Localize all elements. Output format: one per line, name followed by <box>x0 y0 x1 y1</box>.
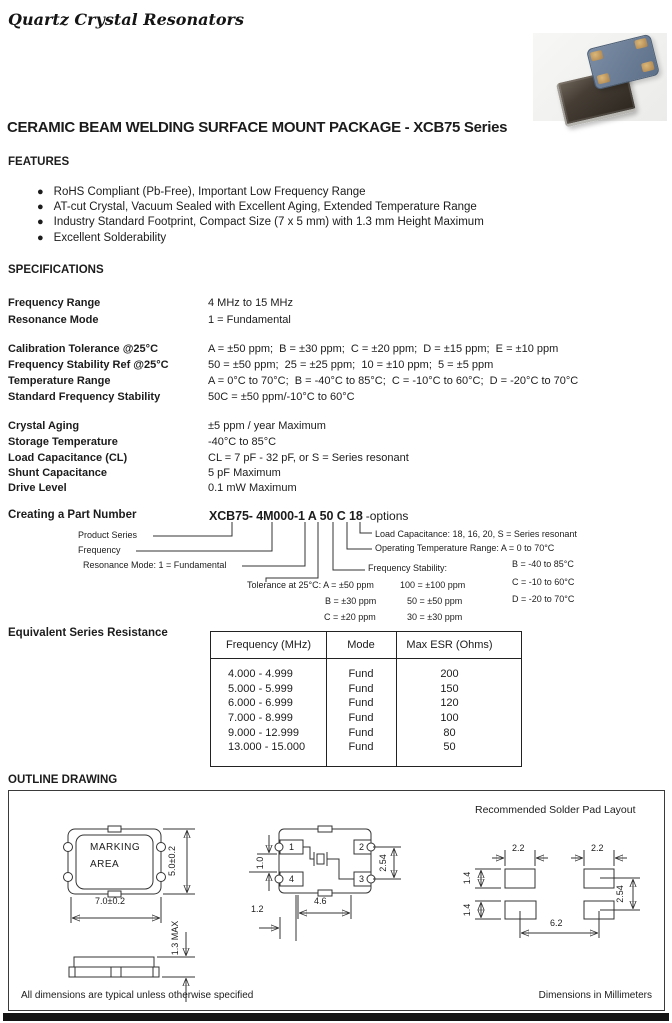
cell-esr: 100 <box>440 712 459 725</box>
column-header: Max ESR (Ohms) <box>406 639 493 651</box>
feature-text: Industry Standard Footprint, Compact Size (7 x 5 mm) with 1.3 mm Height Maximum <box>53 216 484 229</box>
crystal-package-bottom-view-image <box>586 34 660 91</box>
pn-label-op-temp-d: D = -20 to 70°C <box>512 594 575 604</box>
cell-frequency: 7.000 - 8.999 <box>228 712 293 725</box>
spec-value: CL = 7 pF - 32 pF, or S = Series resonant <box>208 452 409 464</box>
part-number-code: XCB75- 4M000-1 A 50 C 18 <box>209 509 363 523</box>
cell-frequency: 6.000 - 6.999 <box>228 697 293 710</box>
dim-height-max: 1.3 MAX <box>170 920 180 956</box>
pn-label-resonance-mode: Resonance Mode: 1 = Fundamental <box>83 560 227 570</box>
pin-2-label: 2 <box>359 842 365 852</box>
dim-land-span: 6.2 <box>550 918 563 928</box>
table-row <box>211 667 521 682</box>
pn-label-tolerance-b: B = ±30 ppm <box>325 596 377 606</box>
spec-label: Calibration Tolerance @25°C <box>8 343 159 355</box>
column-header: Frequency (MHz) <box>226 639 311 651</box>
outline-drawing <box>8 790 665 1011</box>
dim-pad-gap: 1.0 <box>255 856 265 870</box>
cell-mode: Fund <box>348 726 374 739</box>
spec-value: A = 0°C to 70°C; B = -40°C to 85°C; C = -10°C to 60°C; D = -20°C to 70°C <box>208 375 579 387</box>
spec-value: 1 = Fundamental <box>208 314 291 326</box>
dim-body-height: 5.0±0.2 <box>167 846 177 876</box>
spec-label: Load Capacitance (CL) <box>8 452 128 464</box>
table-row <box>211 740 521 755</box>
pn-label-tolerance-a: Tolerance at 25°C: A = ±50 ppm <box>247 580 374 590</box>
pn-label-load-capacitance: Load Capacitance: 18, 16, 20, S = Series resonant <box>375 529 577 539</box>
esr-table-header <box>211 632 521 659</box>
spec-value: 50 = ±50 ppm; 25 = ±25 ppm; 10 = ±10 ppm; 5 = ±5 ppm <box>208 359 494 371</box>
cell-frequency: 13.000 - 15.000 <box>228 741 306 754</box>
spec-label: Standard Frequency Stability <box>8 391 161 403</box>
table-row <box>211 725 521 740</box>
cell-esr: 200 <box>440 668 459 681</box>
esr-table <box>210 631 522 767</box>
specifications-heading: SPECIFICATIONS <box>8 264 104 276</box>
cell-mode: Fund <box>348 712 374 725</box>
spec-value: -40°C to 85°C <box>208 436 277 448</box>
spec-value: A = ±50 ppm; B = ±30 ppm; C = ±20 ppm; D = ±15 ppm; E = ±10 ppm <box>208 343 559 355</box>
pn-label-stability: Frequency Stability: <box>368 563 448 573</box>
bullet-icon: ● <box>37 201 44 214</box>
cell-mode: Fund <box>348 668 374 681</box>
column-header: Mode <box>347 639 375 651</box>
pin-4-label: 4 <box>289 874 295 884</box>
spec-label: Shunt Capacitance <box>8 467 108 479</box>
cell-frequency: 5.000 - 5.999 <box>228 682 293 695</box>
brand-title: Quartz Crystal Resonators <box>8 10 244 29</box>
list-item <box>37 230 484 245</box>
features-list <box>37 184 484 246</box>
outline-heading: OUTLINE DRAWING <box>8 774 118 786</box>
spec-value: 50C = ±50 ppm/-10°C to 60°C <box>208 391 355 403</box>
dim-land-height-top: 1.4 <box>462 871 472 885</box>
gold-pad <box>634 38 648 50</box>
pn-label-tolerance-c: C = ±20 ppm <box>324 612 376 622</box>
spec-value: 5 pF Maximum <box>208 467 281 479</box>
bullet-icon: ● <box>37 216 44 229</box>
spec-label: Drive Level <box>8 482 67 494</box>
features-heading: FEATURES <box>8 156 70 168</box>
cell-esr: 150 <box>440 682 459 695</box>
footer-note-left: All dimensions are typical unless otherwise specified <box>21 990 254 1001</box>
pn-label-frequency: Frequency <box>78 545 121 555</box>
cell-esr: 120 <box>440 697 459 710</box>
cell-frequency: 9.000 - 12.999 <box>228 726 299 739</box>
gold-pad <box>641 61 655 73</box>
gold-pad <box>590 50 604 62</box>
dim-land-width-left: 2.2 <box>512 843 525 853</box>
dim-land-height-bottom: 1.4 <box>462 903 472 917</box>
dim-land-width-right: 2.2 <box>591 843 604 853</box>
spec-label: Temperature Range <box>8 375 111 387</box>
marking-area-label: MARKING <box>90 842 141 853</box>
spec-label: Frequency Stability Ref @25°C <box>8 359 169 371</box>
cell-frequency: 4.000 - 4.999 <box>228 668 293 681</box>
column-divider <box>396 632 397 766</box>
table-row <box>211 711 521 726</box>
marking-area-label: AREA <box>90 859 120 870</box>
dim-pad-pitch: 2.54 <box>378 854 388 872</box>
footer-note-right: Dimensions in Millimeters <box>538 990 652 1001</box>
table-row <box>211 696 521 711</box>
dim-body-width: 7.0±0.2 <box>95 896 125 906</box>
dim-land-pitch: 2.54 <box>615 885 625 903</box>
part-number-heading: Creating a Part Number <box>8 509 137 521</box>
table-row <box>211 682 521 697</box>
cell-esr: 50 <box>443 741 456 754</box>
feature-text: AT-cut Crystal, Vacuum Sealed with Excellent Aging, Extended Temperature Range <box>53 201 477 214</box>
part-number-options: -options <box>365 509 409 523</box>
feature-text: Excellent Solderability <box>53 231 167 244</box>
esr-heading: Equivalent Series Resistance <box>8 627 168 639</box>
product-photo <box>533 33 667 121</box>
bullet-icon: ● <box>37 231 44 244</box>
spec-label: Crystal Aging <box>8 420 80 432</box>
pin-3-label: 3 <box>359 874 365 884</box>
pn-label-op-temp-range: Operating Temperature Range: A = 0 to 70°C <box>375 543 555 553</box>
spec-value: 0.1 mW Maximum <box>208 482 297 494</box>
spec-label: Storage Temperature <box>8 436 118 448</box>
gold-pad <box>597 73 611 85</box>
cell-mode: Fund <box>348 682 374 695</box>
list-item <box>37 215 484 230</box>
pn-label-stability-30: 30 = ±30 ppm <box>407 612 463 622</box>
spec-value: 4 MHz to 15 MHz <box>208 297 293 309</box>
pin-1-label: 1 <box>289 842 295 852</box>
list-item <box>37 184 484 199</box>
cell-mode: Fund <box>348 697 374 710</box>
dim-pad-edge: 1.2 <box>251 904 264 914</box>
spec-value: ±5 ppm / year Maximum <box>208 420 326 432</box>
cell-esr: 80 <box>443 726 456 739</box>
pn-label-stability-50: 50 = ±50 ppm <box>407 596 463 606</box>
spec-label: Frequency Range <box>8 297 101 309</box>
page-title: CERAMIC BEAM WELDING SURFACE MOUNT PACKAGE - XCB75 Series <box>7 119 508 136</box>
pn-label-op-temp-c: C = -10 to 60°C <box>512 577 575 587</box>
bullet-icon: ● <box>37 185 44 198</box>
pn-label-op-temp-b: B = -40 to 85°C <box>512 559 574 569</box>
solder-pad-layout-title: Recommended Solder Pad Layout <box>475 804 636 816</box>
dim-pad-span: 4.6 <box>314 896 327 906</box>
list-item <box>37 199 484 214</box>
spec-label: Resonance Mode <box>8 314 99 326</box>
feature-text: RoHS Compliant (Pb-Free), Important Low Frequency Range <box>53 185 366 198</box>
pn-label-stability-100: 100 = ±100 ppm <box>400 580 466 590</box>
column-divider <box>326 632 327 766</box>
page-bottom-bar <box>3 1013 669 1021</box>
cell-mode: Fund <box>348 741 374 754</box>
esr-table-body <box>211 659 521 755</box>
pn-label-product-series: Product Series <box>78 530 138 540</box>
